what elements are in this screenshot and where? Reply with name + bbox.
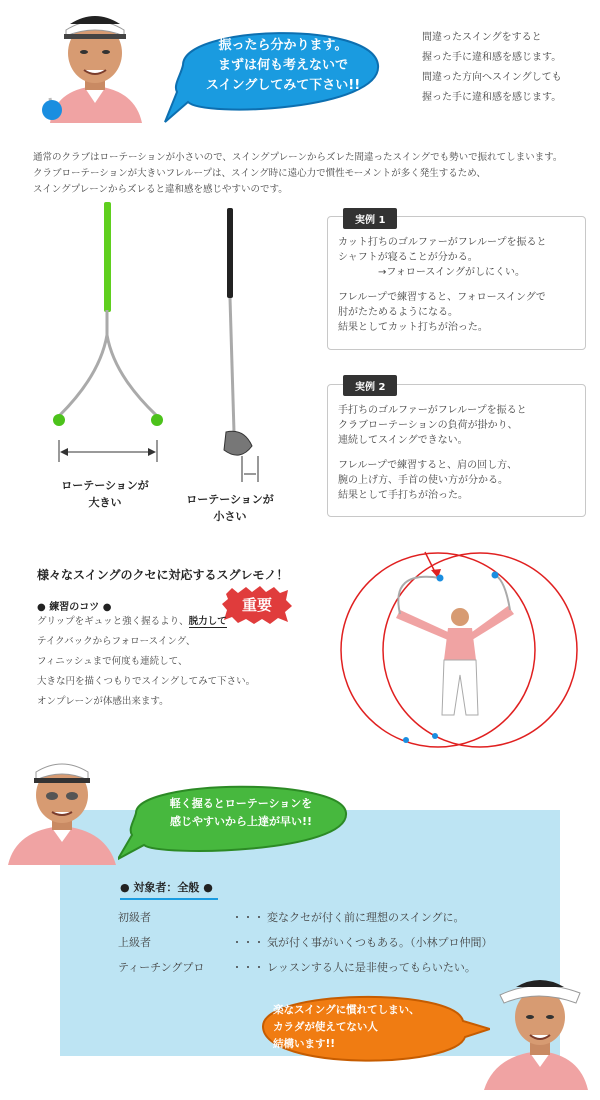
target-row-1-text: 変なクセが付く前に理想のスイングに。 (267, 911, 465, 924)
target-title-text: ● 対象者：全般 ● (120, 881, 213, 894)
target-row-2 (118, 934, 493, 950)
tip-line5: オンプレーンが体感出来ます。 (37, 696, 169, 707)
target-row-1-sep: ・・・ (231, 911, 265, 924)
speech-bubble-top (163, 10, 393, 130)
club-label-left (45, 477, 165, 511)
case2-line7: 結果として手打ちが治った。 (338, 490, 468, 501)
club-label-right-line1: ローテーションが (186, 493, 274, 506)
case2-tag: 実例 2 (343, 375, 397, 396)
bubble-bottom-line3: 結構います!! (273, 1038, 336, 1050)
case1-line1: カット打ちのゴルファーがフレループを振ると (338, 237, 547, 248)
tip-line1-b: 脱力して (188, 616, 227, 627)
case1-line3: →フォロースイングがしにくい。 (338, 267, 525, 278)
case2-box (327, 384, 586, 517)
target-row-3-sep: ・・・ (231, 961, 265, 974)
top-right-line1: 間違ったスイングをすると (422, 32, 542, 43)
intro-line2: クラブローテーションが大きいフレループは、スイング時に遠心力で慣性モーメントが多く発生するため、 (33, 168, 486, 179)
swing-illustration (330, 540, 590, 755)
important-badge-text: 重要 (241, 596, 272, 614)
bubble-bottom-line1: 楽なスイングに慣れてしまい、 (273, 1004, 420, 1016)
case1-line5: フレループで練習すると、フォロースイングで (338, 292, 546, 303)
case1-tag: 実例 1 (343, 208, 397, 229)
club-label-right-line2: 小さい (213, 510, 247, 523)
target-row-2-sep: ・・・ (231, 936, 265, 949)
top-right-line3: 間違った方向へスイングしても (422, 72, 562, 83)
club-label-left-line2: 大きい (88, 496, 122, 509)
golfer-photo-top (40, 8, 150, 123)
tip-line2: テイクバックからフォロースイング、 (37, 636, 196, 647)
case1-box (327, 216, 586, 350)
bubble-bottom-line2: カラダが使えてない人 (273, 1021, 378, 1033)
case2-line5: フレループで練習すると、肩の回し方、 (338, 460, 518, 471)
target-row-2-who: 上級者 (118, 936, 151, 949)
target-row-2-text: 気が付く事がいくつもある。（小林プロ仲間） (267, 936, 493, 949)
case2-line6: 腕の上げ方、手首の使い方が分かる。 (338, 475, 508, 486)
bubble-middle-line2: 感じやすいから上達が早い!! (169, 815, 313, 828)
speech-bubble-middle (118, 773, 355, 865)
tip-title: ● 練習のコツ ● (37, 602, 112, 613)
bubble-top-line2: まずは何も考えないで (217, 58, 348, 73)
target-row-3 (118, 959, 476, 975)
tip-text (37, 612, 307, 712)
intro-line3: スイングプレーンからズレると違和感を感じやすいのです。 (33, 184, 288, 195)
intro-paragraph (33, 150, 588, 198)
bubble-top-line1: 振ったら分かります。 (218, 38, 348, 53)
tip-line4: 大きな円を描くつもりでスイングしてみて下さい。 (37, 676, 256, 687)
bubble-top-line3: スイングしてみて下さい!! (205, 78, 361, 93)
intro-line1: 通常のクラブはローテーションが小さいので、スイングプレーンからズレた間違ったスイングでも勢いで振れてしまいます。 (33, 152, 563, 163)
club-label-left-line1: ローテーションが (61, 479, 149, 492)
target-title-underline (120, 898, 218, 900)
speech-bubble-bottom (255, 985, 490, 1075)
case1-line4 (338, 280, 547, 290)
case2-line3: 連続してスイングできない。 (338, 435, 468, 446)
top-right-line2: 握った手に違和感を感じます。 (422, 52, 562, 63)
tip-line1-a: グリップをギュッと強く握るより、 (37, 616, 189, 627)
tip-line3: フィニッシュまで何度も連続して、 (37, 656, 188, 667)
target-row-1 (118, 909, 465, 925)
top-right-text (422, 28, 592, 108)
case1-line2: シャフトが寝ることが分かる。 (338, 252, 478, 263)
club-label-right (170, 491, 290, 525)
top-right-line4: 握った手に違和感を感じます。 (422, 92, 562, 103)
case2-line1: 手打ちのゴルファーがフレループを振ると (338, 405, 527, 416)
golfer-photo-bottom (480, 975, 590, 1090)
green-grip (104, 202, 111, 312)
case2-line4 (338, 448, 527, 458)
bubble-middle-line1: 軽く握るとローテーションを (169, 797, 313, 810)
section-heading: 様々なスイングのクセに対応するスグレモノ！ (37, 568, 289, 582)
target-row-3-who: ティーチングプロ (118, 961, 205, 974)
target-title (120, 879, 218, 900)
target-row-3-text: レッスンする人に是非使ってもらいたい。 (267, 961, 476, 974)
golfer-photo-middle (6, 760, 118, 865)
case1-line6: 肘がたためるようになる。 (338, 307, 458, 318)
case2-line2: クラブローテーションの負荷が掛かり、 (338, 420, 518, 431)
target-row-1-who: 初級者 (118, 911, 151, 924)
tip-line1 (37, 612, 307, 632)
case1-line7: 結果としてカット打ちが治った。 (338, 322, 488, 333)
